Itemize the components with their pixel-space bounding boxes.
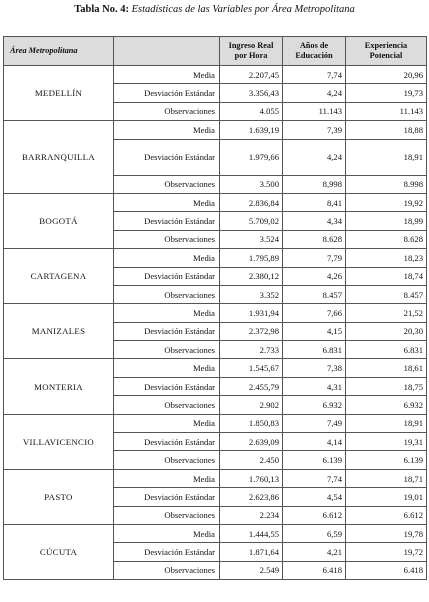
educacion-cell: 6.932 bbox=[283, 396, 346, 414]
educacion-cell: 7,66 bbox=[283, 304, 346, 322]
experiencia-cell: 20,96 bbox=[346, 66, 427, 84]
table-row bbox=[4, 121, 427, 139]
ingreso-cell: 2.450 bbox=[220, 451, 283, 469]
experiencia-cell: 18,71 bbox=[346, 469, 427, 487]
ingreso-cell: 2.207,45 bbox=[220, 66, 283, 84]
area-name: VILLAVICENCIO bbox=[4, 414, 114, 469]
experiencia-cell: 19,92 bbox=[346, 193, 427, 211]
experiencia-cell: 21,52 bbox=[346, 304, 427, 322]
educacion-cell: 4,24 bbox=[283, 84, 346, 102]
experiencia-cell: 19,72 bbox=[346, 543, 427, 561]
educacion-cell: 4,24 bbox=[283, 139, 346, 175]
stat-label-desv: Desviación Estándar bbox=[114, 322, 220, 340]
ingreso-cell: 2.549 bbox=[220, 561, 283, 579]
stat-label-media: Media bbox=[114, 524, 220, 542]
experiencia-cell: 8.628 bbox=[346, 230, 427, 248]
educacion-cell: 4,54 bbox=[283, 488, 346, 506]
ingreso-cell: 1.545,67 bbox=[220, 359, 283, 377]
experiencia-cell: 6.418 bbox=[346, 561, 427, 579]
header-educacion: Años de Educación bbox=[283, 37, 346, 66]
experiencia-cell: 6.932 bbox=[346, 396, 427, 414]
stat-label-obs: Observaciones bbox=[114, 561, 220, 579]
experiencia-cell: 19,01 bbox=[346, 488, 427, 506]
experiencia-cell: 6.139 bbox=[346, 451, 427, 469]
stat-label-obs: Observaciones bbox=[114, 175, 220, 193]
experiencia-cell: 18,91 bbox=[346, 139, 427, 175]
experiencia-cell: 18,88 bbox=[346, 121, 427, 139]
ingreso-cell: 1.850,83 bbox=[220, 414, 283, 432]
stat-label-obs: Observaciones bbox=[114, 285, 220, 303]
experiencia-cell: 19,31 bbox=[346, 433, 427, 451]
ingreso-cell: 1.795,89 bbox=[220, 249, 283, 267]
table-title bbox=[0, 4, 429, 15]
experiencia-cell: 19,78 bbox=[346, 524, 427, 542]
educacion-cell: 6.418 bbox=[283, 561, 346, 579]
table-row bbox=[4, 359, 427, 377]
area-name: MEDELLÍN bbox=[4, 66, 114, 121]
educacion-cell: 11.143 bbox=[283, 102, 346, 120]
stat-label-desv: Desviación Estándar bbox=[114, 139, 220, 175]
area-name: MONTERIA bbox=[4, 359, 114, 414]
area-name: CARTAGENA bbox=[4, 249, 114, 304]
educacion-cell: 6.612 bbox=[283, 506, 346, 524]
stat-label-desv: Desviación Estándar bbox=[114, 377, 220, 395]
stat-label-obs: Observaciones bbox=[114, 451, 220, 469]
educacion-cell: 4,34 bbox=[283, 212, 346, 230]
ingreso-cell: 2.455,79 bbox=[220, 377, 283, 395]
stat-label-media: Media bbox=[114, 469, 220, 487]
educacion-cell: 4,26 bbox=[283, 267, 346, 285]
experiencia-cell: 11.143 bbox=[346, 102, 427, 120]
stat-label-desv: Desviación Estándar bbox=[114, 543, 220, 561]
experiencia-cell: 18,74 bbox=[346, 267, 427, 285]
ingreso-cell: 3.352 bbox=[220, 285, 283, 303]
ingreso-cell: 2.380,12 bbox=[220, 267, 283, 285]
educacion-cell: 7,38 bbox=[283, 359, 346, 377]
educacion-cell: 7,74 bbox=[283, 66, 346, 84]
table-row bbox=[4, 249, 427, 267]
area-name: BOGOTÁ bbox=[4, 193, 114, 248]
stat-label-desv: Desviación Estándar bbox=[114, 433, 220, 451]
ingreso-cell: 5.709,02 bbox=[220, 212, 283, 230]
stat-label-media: Media bbox=[114, 359, 220, 377]
experiencia-cell: 6.612 bbox=[346, 506, 427, 524]
table-row bbox=[4, 524, 427, 542]
stat-label-desv: Desviación Estándar bbox=[114, 212, 220, 230]
educacion-cell: 6.139 bbox=[283, 451, 346, 469]
educacion-cell: 4,14 bbox=[283, 433, 346, 451]
educacion-cell: 6,59 bbox=[283, 524, 346, 542]
table-row bbox=[4, 469, 427, 487]
ingreso-cell: 4.055 bbox=[220, 102, 283, 120]
area-name: PASTO bbox=[4, 469, 114, 524]
stat-label-obs: Observaciones bbox=[114, 506, 220, 524]
ingreso-cell: 2.902 bbox=[220, 396, 283, 414]
educacion-cell: 6.831 bbox=[283, 341, 346, 359]
educacion-cell: 8,41 bbox=[283, 193, 346, 211]
header-area: Área Metropolitana bbox=[4, 37, 114, 66]
stat-label-obs: Observaciones bbox=[114, 341, 220, 359]
ingreso-cell: 3.356,43 bbox=[220, 84, 283, 102]
stat-label-media: Media bbox=[114, 193, 220, 211]
educacion-cell: 7,39 bbox=[283, 121, 346, 139]
area-name: MANIZALES bbox=[4, 304, 114, 359]
stat-label-desv: Desviación Estándar bbox=[114, 267, 220, 285]
area-name: CÚCUTA bbox=[4, 524, 114, 579]
ingreso-cell: 2.372,98 bbox=[220, 322, 283, 340]
stat-label-media: Media bbox=[114, 304, 220, 322]
area-name: BARRANQUILLA bbox=[4, 121, 114, 194]
stat-label-media: Media bbox=[114, 414, 220, 432]
educacion-cell: 4,31 bbox=[283, 377, 346, 395]
experiencia-cell: 18,61 bbox=[346, 359, 427, 377]
experiencia-cell: 8.998 bbox=[346, 175, 427, 193]
table-title-text: Estadísticas de las Variables por Área Metropolitana bbox=[131, 4, 355, 15]
ingreso-cell: 1.979,66 bbox=[220, 139, 283, 175]
experiencia-cell: 20,30 bbox=[346, 322, 427, 340]
educacion-cell: 8.628 bbox=[283, 230, 346, 248]
educacion-cell: 7,49 bbox=[283, 414, 346, 432]
experiencia-cell: 18,99 bbox=[346, 212, 427, 230]
experiencia-cell: 18,75 bbox=[346, 377, 427, 395]
header-row bbox=[4, 37, 427, 66]
table-row bbox=[4, 304, 427, 322]
educacion-cell: 8.457 bbox=[283, 285, 346, 303]
stat-label-media: Media bbox=[114, 249, 220, 267]
educacion-cell: 7,74 bbox=[283, 469, 346, 487]
table-title-label: Tabla No. 4: bbox=[74, 4, 129, 15]
experiencia-cell: 18,23 bbox=[346, 249, 427, 267]
stat-label-obs: Observaciones bbox=[114, 396, 220, 414]
ingreso-cell: 1.931,94 bbox=[220, 304, 283, 322]
experiencia-cell: 18,91 bbox=[346, 414, 427, 432]
stat-label-desv: Desviación Estándar bbox=[114, 84, 220, 102]
header-stat bbox=[114, 37, 220, 66]
educacion-cell: 4,15 bbox=[283, 322, 346, 340]
experiencia-cell: 6.831 bbox=[346, 341, 427, 359]
ingreso-cell: 2.836,84 bbox=[220, 193, 283, 211]
stat-label-desv: Desviación Estándar bbox=[114, 488, 220, 506]
ingreso-cell: 1.871,64 bbox=[220, 543, 283, 561]
stat-label-obs: Observaciones bbox=[114, 102, 220, 120]
ingreso-cell: 2.623,86 bbox=[220, 488, 283, 506]
experiencia-cell: 19,73 bbox=[346, 84, 427, 102]
ingreso-cell: 1.639,19 bbox=[220, 121, 283, 139]
statistics-table bbox=[3, 36, 427, 580]
stat-label-obs: Observaciones bbox=[114, 230, 220, 248]
header-ingreso: Ingreso Real por Hora bbox=[220, 37, 283, 66]
stat-label-media: Media bbox=[114, 66, 220, 84]
ingreso-cell: 2.639,09 bbox=[220, 433, 283, 451]
header-experiencia: Experiencia Potencial bbox=[346, 37, 427, 66]
educacion-cell: 4,21 bbox=[283, 543, 346, 561]
educacion-cell: 8,998 bbox=[283, 175, 346, 193]
ingreso-cell: 1.444,55 bbox=[220, 524, 283, 542]
educacion-cell: 7,79 bbox=[283, 249, 346, 267]
ingreso-cell: 1.760,13 bbox=[220, 469, 283, 487]
experiencia-cell: 8.457 bbox=[346, 285, 427, 303]
ingreso-cell: 3.524 bbox=[220, 230, 283, 248]
table-row bbox=[4, 66, 427, 84]
ingreso-cell: 2.234 bbox=[220, 506, 283, 524]
ingreso-cell: 3.500 bbox=[220, 175, 283, 193]
ingreso-cell: 2.733 bbox=[220, 341, 283, 359]
table-row bbox=[4, 193, 427, 211]
table-body bbox=[4, 66, 427, 580]
table-row bbox=[4, 414, 427, 432]
stat-label-media: Media bbox=[114, 121, 220, 139]
